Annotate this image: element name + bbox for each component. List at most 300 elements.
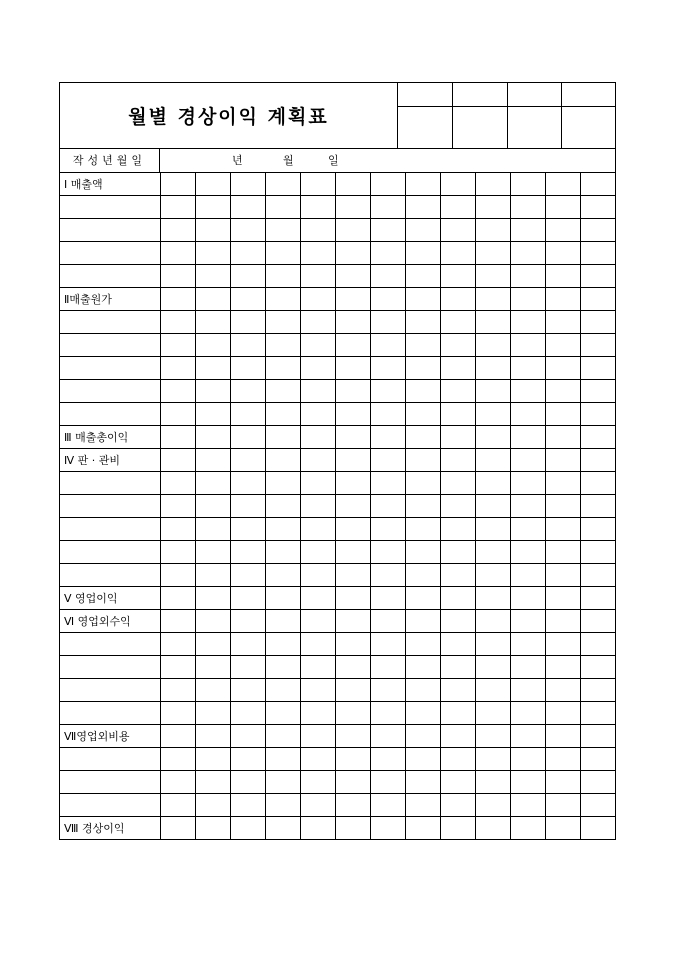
entry-cell[interactable] xyxy=(441,357,476,380)
entry-cell[interactable] xyxy=(371,610,406,633)
entry-cell[interactable] xyxy=(511,472,546,495)
entry-cell[interactable] xyxy=(231,403,266,426)
entry-cell[interactable] xyxy=(406,518,441,541)
entry-cell[interactable] xyxy=(301,748,336,771)
entry-cell[interactable] xyxy=(301,288,336,311)
entry-cell[interactable] xyxy=(196,196,231,219)
entry-cell[interactable] xyxy=(266,518,301,541)
entry-cell[interactable] xyxy=(371,656,406,679)
entry-cell[interactable] xyxy=(406,288,441,311)
entry-cell[interactable] xyxy=(581,426,616,449)
entry-cell[interactable] xyxy=(266,173,301,196)
entry-cell[interactable] xyxy=(406,311,441,334)
entry-cell[interactable] xyxy=(196,794,231,817)
entry-cell[interactable] xyxy=(371,196,406,219)
entry-cell[interactable] xyxy=(581,449,616,472)
entry-cell[interactable] xyxy=(476,610,511,633)
entry-cell[interactable] xyxy=(371,518,406,541)
entry-cell[interactable] xyxy=(371,403,406,426)
entry-cell[interactable] xyxy=(441,288,476,311)
entry-cell[interactable] xyxy=(196,541,231,564)
entry-cell[interactable] xyxy=(511,587,546,610)
entry-cell[interactable] xyxy=(301,426,336,449)
entry-cell[interactable] xyxy=(546,610,581,633)
entry-cell[interactable] xyxy=(546,587,581,610)
entry-cell[interactable] xyxy=(161,633,196,656)
entry-cell[interactable] xyxy=(476,725,511,748)
entry-cell[interactable] xyxy=(476,380,511,403)
entry-cell[interactable] xyxy=(546,380,581,403)
entry-cell[interactable] xyxy=(476,633,511,656)
entry-cell[interactable] xyxy=(441,748,476,771)
entry-cell[interactable] xyxy=(266,495,301,518)
entry-cell[interactable] xyxy=(231,495,266,518)
entry-cell[interactable] xyxy=(476,334,511,357)
entry-cell[interactable] xyxy=(196,610,231,633)
entry-cell[interactable] xyxy=(161,426,196,449)
entry-cell[interactable] xyxy=(196,311,231,334)
entry-cell[interactable] xyxy=(301,610,336,633)
entry-cell[interactable] xyxy=(406,817,441,840)
entry-cell[interactable] xyxy=(231,380,266,403)
entry-cell[interactable] xyxy=(266,564,301,587)
entry-cell[interactable] xyxy=(546,518,581,541)
entry-cell[interactable] xyxy=(581,219,616,242)
entry-cell[interactable] xyxy=(441,610,476,633)
entry-cell[interactable] xyxy=(476,656,511,679)
entry-cell[interactable] xyxy=(231,173,266,196)
entry-cell[interactable] xyxy=(161,380,196,403)
entry-cell[interactable] xyxy=(266,794,301,817)
entry-cell[interactable] xyxy=(406,656,441,679)
entry-cell[interactable] xyxy=(511,702,546,725)
entry-cell[interactable] xyxy=(231,518,266,541)
entry-cell[interactable] xyxy=(511,495,546,518)
entry-cell[interactable] xyxy=(196,357,231,380)
entry-cell[interactable] xyxy=(231,311,266,334)
entry-cell[interactable] xyxy=(231,219,266,242)
entry-cell[interactable] xyxy=(581,702,616,725)
entry-cell[interactable] xyxy=(546,472,581,495)
entry-cell[interactable] xyxy=(161,679,196,702)
entry-cell[interactable] xyxy=(511,311,546,334)
entry-cell[interactable] xyxy=(511,173,546,196)
entry-cell[interactable] xyxy=(371,219,406,242)
entry-cell[interactable] xyxy=(406,702,441,725)
entry-cell[interactable] xyxy=(406,219,441,242)
entry-cell[interactable] xyxy=(511,725,546,748)
entry-cell[interactable] xyxy=(406,748,441,771)
entry-cell[interactable] xyxy=(546,656,581,679)
entry-cell[interactable] xyxy=(511,679,546,702)
entry-cell[interactable] xyxy=(336,633,371,656)
entry-cell[interactable] xyxy=(371,748,406,771)
entry-cell[interactable] xyxy=(161,564,196,587)
entry-cell[interactable] xyxy=(511,449,546,472)
entry-cell[interactable] xyxy=(581,311,616,334)
entry-cell[interactable] xyxy=(406,265,441,288)
entry-cell[interactable] xyxy=(581,564,616,587)
entry-cell[interactable] xyxy=(336,794,371,817)
entry-cell[interactable] xyxy=(231,794,266,817)
entry-cell[interactable] xyxy=(546,426,581,449)
entry-cell[interactable] xyxy=(336,702,371,725)
entry-cell[interactable] xyxy=(546,403,581,426)
entry-cell[interactable] xyxy=(266,196,301,219)
entry-cell[interactable] xyxy=(546,196,581,219)
entry-cell[interactable] xyxy=(406,173,441,196)
entry-cell[interactable] xyxy=(546,541,581,564)
entry-cell[interactable] xyxy=(546,748,581,771)
entry-cell[interactable] xyxy=(301,495,336,518)
entry-cell[interactable] xyxy=(546,288,581,311)
entry-cell[interactable] xyxy=(546,794,581,817)
entry-cell[interactable] xyxy=(161,541,196,564)
entry-cell[interactable] xyxy=(266,426,301,449)
entry-cell[interactable] xyxy=(266,725,301,748)
entry-cell[interactable] xyxy=(511,518,546,541)
entry-cell[interactable] xyxy=(371,541,406,564)
entry-cell[interactable] xyxy=(196,679,231,702)
entry-cell[interactable] xyxy=(301,633,336,656)
entry-cell[interactable] xyxy=(161,403,196,426)
entry-cell[interactable] xyxy=(406,725,441,748)
entry-cell[interactable] xyxy=(546,495,581,518)
entry-cell[interactable] xyxy=(266,472,301,495)
entry-cell[interactable] xyxy=(581,518,616,541)
entry-cell[interactable] xyxy=(371,311,406,334)
entry-cell[interactable] xyxy=(476,495,511,518)
entry-cell[interactable] xyxy=(266,771,301,794)
entry-cell[interactable] xyxy=(476,196,511,219)
entry-cell[interactable] xyxy=(511,288,546,311)
approval-sign-cell[interactable] xyxy=(452,107,507,148)
entry-cell[interactable] xyxy=(301,702,336,725)
entry-cell[interactable] xyxy=(371,587,406,610)
entry-cell[interactable] xyxy=(196,219,231,242)
entry-cell[interactable] xyxy=(406,449,441,472)
entry-cell[interactable] xyxy=(441,725,476,748)
entry-cell[interactable] xyxy=(196,495,231,518)
entry-cell[interactable] xyxy=(301,794,336,817)
entry-cell[interactable] xyxy=(476,748,511,771)
entry-cell[interactable] xyxy=(511,541,546,564)
entry-cell[interactable] xyxy=(511,771,546,794)
entry-cell[interactable] xyxy=(301,357,336,380)
entry-cell[interactable] xyxy=(231,564,266,587)
entry-cell[interactable] xyxy=(441,587,476,610)
approval-title-cell[interactable] xyxy=(507,83,562,107)
entry-cell[interactable] xyxy=(196,587,231,610)
entry-cell[interactable] xyxy=(406,472,441,495)
entry-cell[interactable] xyxy=(441,541,476,564)
entry-cell[interactable] xyxy=(336,518,371,541)
entry-cell[interactable] xyxy=(196,564,231,587)
entry-cell[interactable] xyxy=(476,449,511,472)
entry-cell[interactable] xyxy=(336,656,371,679)
entry-cell[interactable] xyxy=(371,771,406,794)
entry-cell[interactable] xyxy=(581,495,616,518)
entry-cell[interactable] xyxy=(406,564,441,587)
entry-cell[interactable] xyxy=(546,242,581,265)
entry-cell[interactable] xyxy=(546,702,581,725)
entry-cell[interactable] xyxy=(231,357,266,380)
entry-cell[interactable] xyxy=(301,380,336,403)
entry-cell[interactable] xyxy=(301,518,336,541)
entry-cell[interactable] xyxy=(336,219,371,242)
entry-cell[interactable] xyxy=(441,702,476,725)
entry-cell[interactable] xyxy=(406,357,441,380)
entry-cell[interactable] xyxy=(231,656,266,679)
entry-cell[interactable] xyxy=(301,449,336,472)
entry-cell[interactable] xyxy=(161,748,196,771)
entry-cell[interactable] xyxy=(196,656,231,679)
entry-cell[interactable] xyxy=(546,449,581,472)
entry-cell[interactable] xyxy=(336,288,371,311)
entry-cell[interactable] xyxy=(476,679,511,702)
entry-cell[interactable] xyxy=(511,817,546,840)
entry-cell[interactable] xyxy=(371,495,406,518)
entry-cell[interactable] xyxy=(511,219,546,242)
entry-cell[interactable] xyxy=(546,679,581,702)
entry-cell[interactable] xyxy=(336,449,371,472)
entry-cell[interactable] xyxy=(231,242,266,265)
entry-cell[interactable] xyxy=(371,288,406,311)
entry-cell[interactable] xyxy=(581,334,616,357)
entry-cell[interactable] xyxy=(161,242,196,265)
entry-cell[interactable] xyxy=(476,518,511,541)
entry-cell[interactable] xyxy=(196,265,231,288)
entry-cell[interactable] xyxy=(371,794,406,817)
entry-cell[interactable] xyxy=(581,817,616,840)
approval-sign-cell[interactable] xyxy=(561,107,616,148)
entry-cell[interactable] xyxy=(546,725,581,748)
entry-cell[interactable] xyxy=(406,380,441,403)
entry-cell[interactable] xyxy=(441,173,476,196)
entry-cell[interactable] xyxy=(161,196,196,219)
entry-cell[interactable] xyxy=(231,449,266,472)
entry-cell[interactable] xyxy=(196,173,231,196)
entry-cell[interactable] xyxy=(581,265,616,288)
entry-cell[interactable] xyxy=(441,449,476,472)
entry-cell[interactable] xyxy=(546,334,581,357)
entry-cell[interactable] xyxy=(231,610,266,633)
entry-cell[interactable] xyxy=(266,656,301,679)
entry-cell[interactable] xyxy=(406,794,441,817)
entry-cell[interactable] xyxy=(301,311,336,334)
approval-sign-cell[interactable] xyxy=(507,107,562,148)
entry-cell[interactable] xyxy=(476,288,511,311)
entry-cell[interactable] xyxy=(161,288,196,311)
entry-cell[interactable] xyxy=(161,656,196,679)
entry-cell[interactable] xyxy=(231,679,266,702)
entry-cell[interactable] xyxy=(301,817,336,840)
approval-sign-cell[interactable] xyxy=(397,107,452,148)
entry-cell[interactable] xyxy=(511,380,546,403)
entry-cell[interactable] xyxy=(336,380,371,403)
entry-cell[interactable] xyxy=(406,196,441,219)
entry-cell[interactable] xyxy=(231,472,266,495)
entry-cell[interactable] xyxy=(476,702,511,725)
entry-cell[interactable] xyxy=(546,265,581,288)
entry-cell[interactable] xyxy=(371,334,406,357)
entry-cell[interactable] xyxy=(196,702,231,725)
entry-cell[interactable] xyxy=(476,817,511,840)
entry-cell[interactable] xyxy=(336,403,371,426)
entry-cell[interactable] xyxy=(266,357,301,380)
entry-cell[interactable] xyxy=(161,587,196,610)
entry-cell[interactable] xyxy=(266,702,301,725)
entry-cell[interactable] xyxy=(406,334,441,357)
entry-cell[interactable] xyxy=(406,587,441,610)
entry-cell[interactable] xyxy=(476,587,511,610)
entry-cell[interactable] xyxy=(161,219,196,242)
entry-cell[interactable] xyxy=(336,242,371,265)
entry-cell[interactable] xyxy=(301,541,336,564)
entry-cell[interactable] xyxy=(406,633,441,656)
entry-cell[interactable] xyxy=(336,679,371,702)
entry-cell[interactable] xyxy=(196,403,231,426)
entry-cell[interactable] xyxy=(266,748,301,771)
entry-cell[interactable] xyxy=(441,311,476,334)
entry-cell[interactable] xyxy=(511,610,546,633)
entry-cell[interactable] xyxy=(196,817,231,840)
entry-cell[interactable] xyxy=(371,817,406,840)
entry-cell[interactable] xyxy=(196,426,231,449)
entry-cell[interactable] xyxy=(161,518,196,541)
entry-cell[interactable] xyxy=(266,587,301,610)
entry-cell[interactable] xyxy=(371,265,406,288)
entry-cell[interactable] xyxy=(406,679,441,702)
entry-cell[interactable] xyxy=(161,610,196,633)
entry-cell[interactable] xyxy=(161,472,196,495)
entry-cell[interactable] xyxy=(161,357,196,380)
entry-cell[interactable] xyxy=(161,702,196,725)
entry-cell[interactable] xyxy=(231,771,266,794)
entry-cell[interactable] xyxy=(196,242,231,265)
entry-cell[interactable] xyxy=(301,173,336,196)
entry-cell[interactable] xyxy=(336,725,371,748)
entry-cell[interactable] xyxy=(161,334,196,357)
entry-cell[interactable] xyxy=(161,725,196,748)
entry-cell[interactable] xyxy=(406,403,441,426)
entry-cell[interactable] xyxy=(581,196,616,219)
entry-cell[interactable] xyxy=(301,265,336,288)
entry-cell[interactable] xyxy=(406,495,441,518)
entry-cell[interactable] xyxy=(371,472,406,495)
entry-cell[interactable] xyxy=(371,242,406,265)
entry-cell[interactable] xyxy=(441,656,476,679)
entry-cell[interactable] xyxy=(231,817,266,840)
entry-cell[interactable] xyxy=(581,242,616,265)
entry-cell[interactable] xyxy=(371,679,406,702)
entry-cell[interactable] xyxy=(476,564,511,587)
entry-cell[interactable] xyxy=(406,242,441,265)
entry-cell[interactable] xyxy=(441,771,476,794)
entry-cell[interactable] xyxy=(511,656,546,679)
entry-cell[interactable] xyxy=(546,633,581,656)
entry-cell[interactable] xyxy=(266,334,301,357)
entry-cell[interactable] xyxy=(231,633,266,656)
entry-cell[interactable] xyxy=(161,265,196,288)
entry-cell[interactable] xyxy=(301,334,336,357)
approval-title-cell[interactable] xyxy=(561,83,616,107)
entry-cell[interactable] xyxy=(581,656,616,679)
entry-cell[interactable] xyxy=(231,702,266,725)
entry-cell[interactable] xyxy=(546,564,581,587)
entry-cell[interactable] xyxy=(476,242,511,265)
entry-cell[interactable] xyxy=(196,725,231,748)
entry-cell[interactable] xyxy=(441,679,476,702)
entry-cell[interactable] xyxy=(196,633,231,656)
entry-cell[interactable] xyxy=(476,771,511,794)
entry-cell[interactable] xyxy=(371,426,406,449)
entry-cell[interactable] xyxy=(266,541,301,564)
entry-cell[interactable] xyxy=(371,380,406,403)
entry-cell[interactable] xyxy=(476,311,511,334)
entry-cell[interactable] xyxy=(476,173,511,196)
entry-cell[interactable] xyxy=(266,449,301,472)
entry-cell[interactable] xyxy=(441,564,476,587)
entry-cell[interactable] xyxy=(161,794,196,817)
entry-cell[interactable] xyxy=(511,748,546,771)
entry-cell[interactable] xyxy=(581,357,616,380)
entry-cell[interactable] xyxy=(196,472,231,495)
entry-cell[interactable] xyxy=(231,426,266,449)
entry-cell[interactable] xyxy=(336,472,371,495)
approval-title-cell[interactable] xyxy=(397,83,452,107)
entry-cell[interactable] xyxy=(301,196,336,219)
entry-cell[interactable] xyxy=(511,334,546,357)
entry-cell[interactable] xyxy=(371,357,406,380)
entry-cell[interactable] xyxy=(336,426,371,449)
entry-cell[interactable] xyxy=(371,173,406,196)
entry-cell[interactable] xyxy=(546,173,581,196)
entry-cell[interactable] xyxy=(441,196,476,219)
entry-cell[interactable] xyxy=(231,541,266,564)
entry-cell[interactable] xyxy=(301,771,336,794)
entry-cell[interactable] xyxy=(196,334,231,357)
entry-cell[interactable] xyxy=(581,771,616,794)
entry-cell[interactable] xyxy=(511,794,546,817)
entry-cell[interactable] xyxy=(336,173,371,196)
entry-cell[interactable] xyxy=(196,748,231,771)
entry-cell[interactable] xyxy=(441,518,476,541)
entry-cell[interactable] xyxy=(336,196,371,219)
entry-cell[interactable] xyxy=(196,518,231,541)
entry-cell[interactable] xyxy=(301,403,336,426)
entry-cell[interactable] xyxy=(476,541,511,564)
entry-cell[interactable] xyxy=(476,265,511,288)
entry-cell[interactable] xyxy=(441,380,476,403)
entry-cell[interactable] xyxy=(196,771,231,794)
entry-cell[interactable] xyxy=(266,679,301,702)
entry-cell[interactable] xyxy=(161,311,196,334)
entry-cell[interactable] xyxy=(336,334,371,357)
entry-cell[interactable] xyxy=(266,610,301,633)
entry-cell[interactable] xyxy=(476,794,511,817)
entry-cell[interactable] xyxy=(546,771,581,794)
entry-cell[interactable] xyxy=(406,771,441,794)
entry-cell[interactable] xyxy=(196,380,231,403)
entry-cell[interactable] xyxy=(371,702,406,725)
entry-cell[interactable] xyxy=(546,311,581,334)
entry-cell[interactable] xyxy=(301,587,336,610)
entry-cell[interactable] xyxy=(231,196,266,219)
entry-cell[interactable] xyxy=(161,817,196,840)
entry-cell[interactable] xyxy=(546,357,581,380)
entry-cell[interactable] xyxy=(231,725,266,748)
